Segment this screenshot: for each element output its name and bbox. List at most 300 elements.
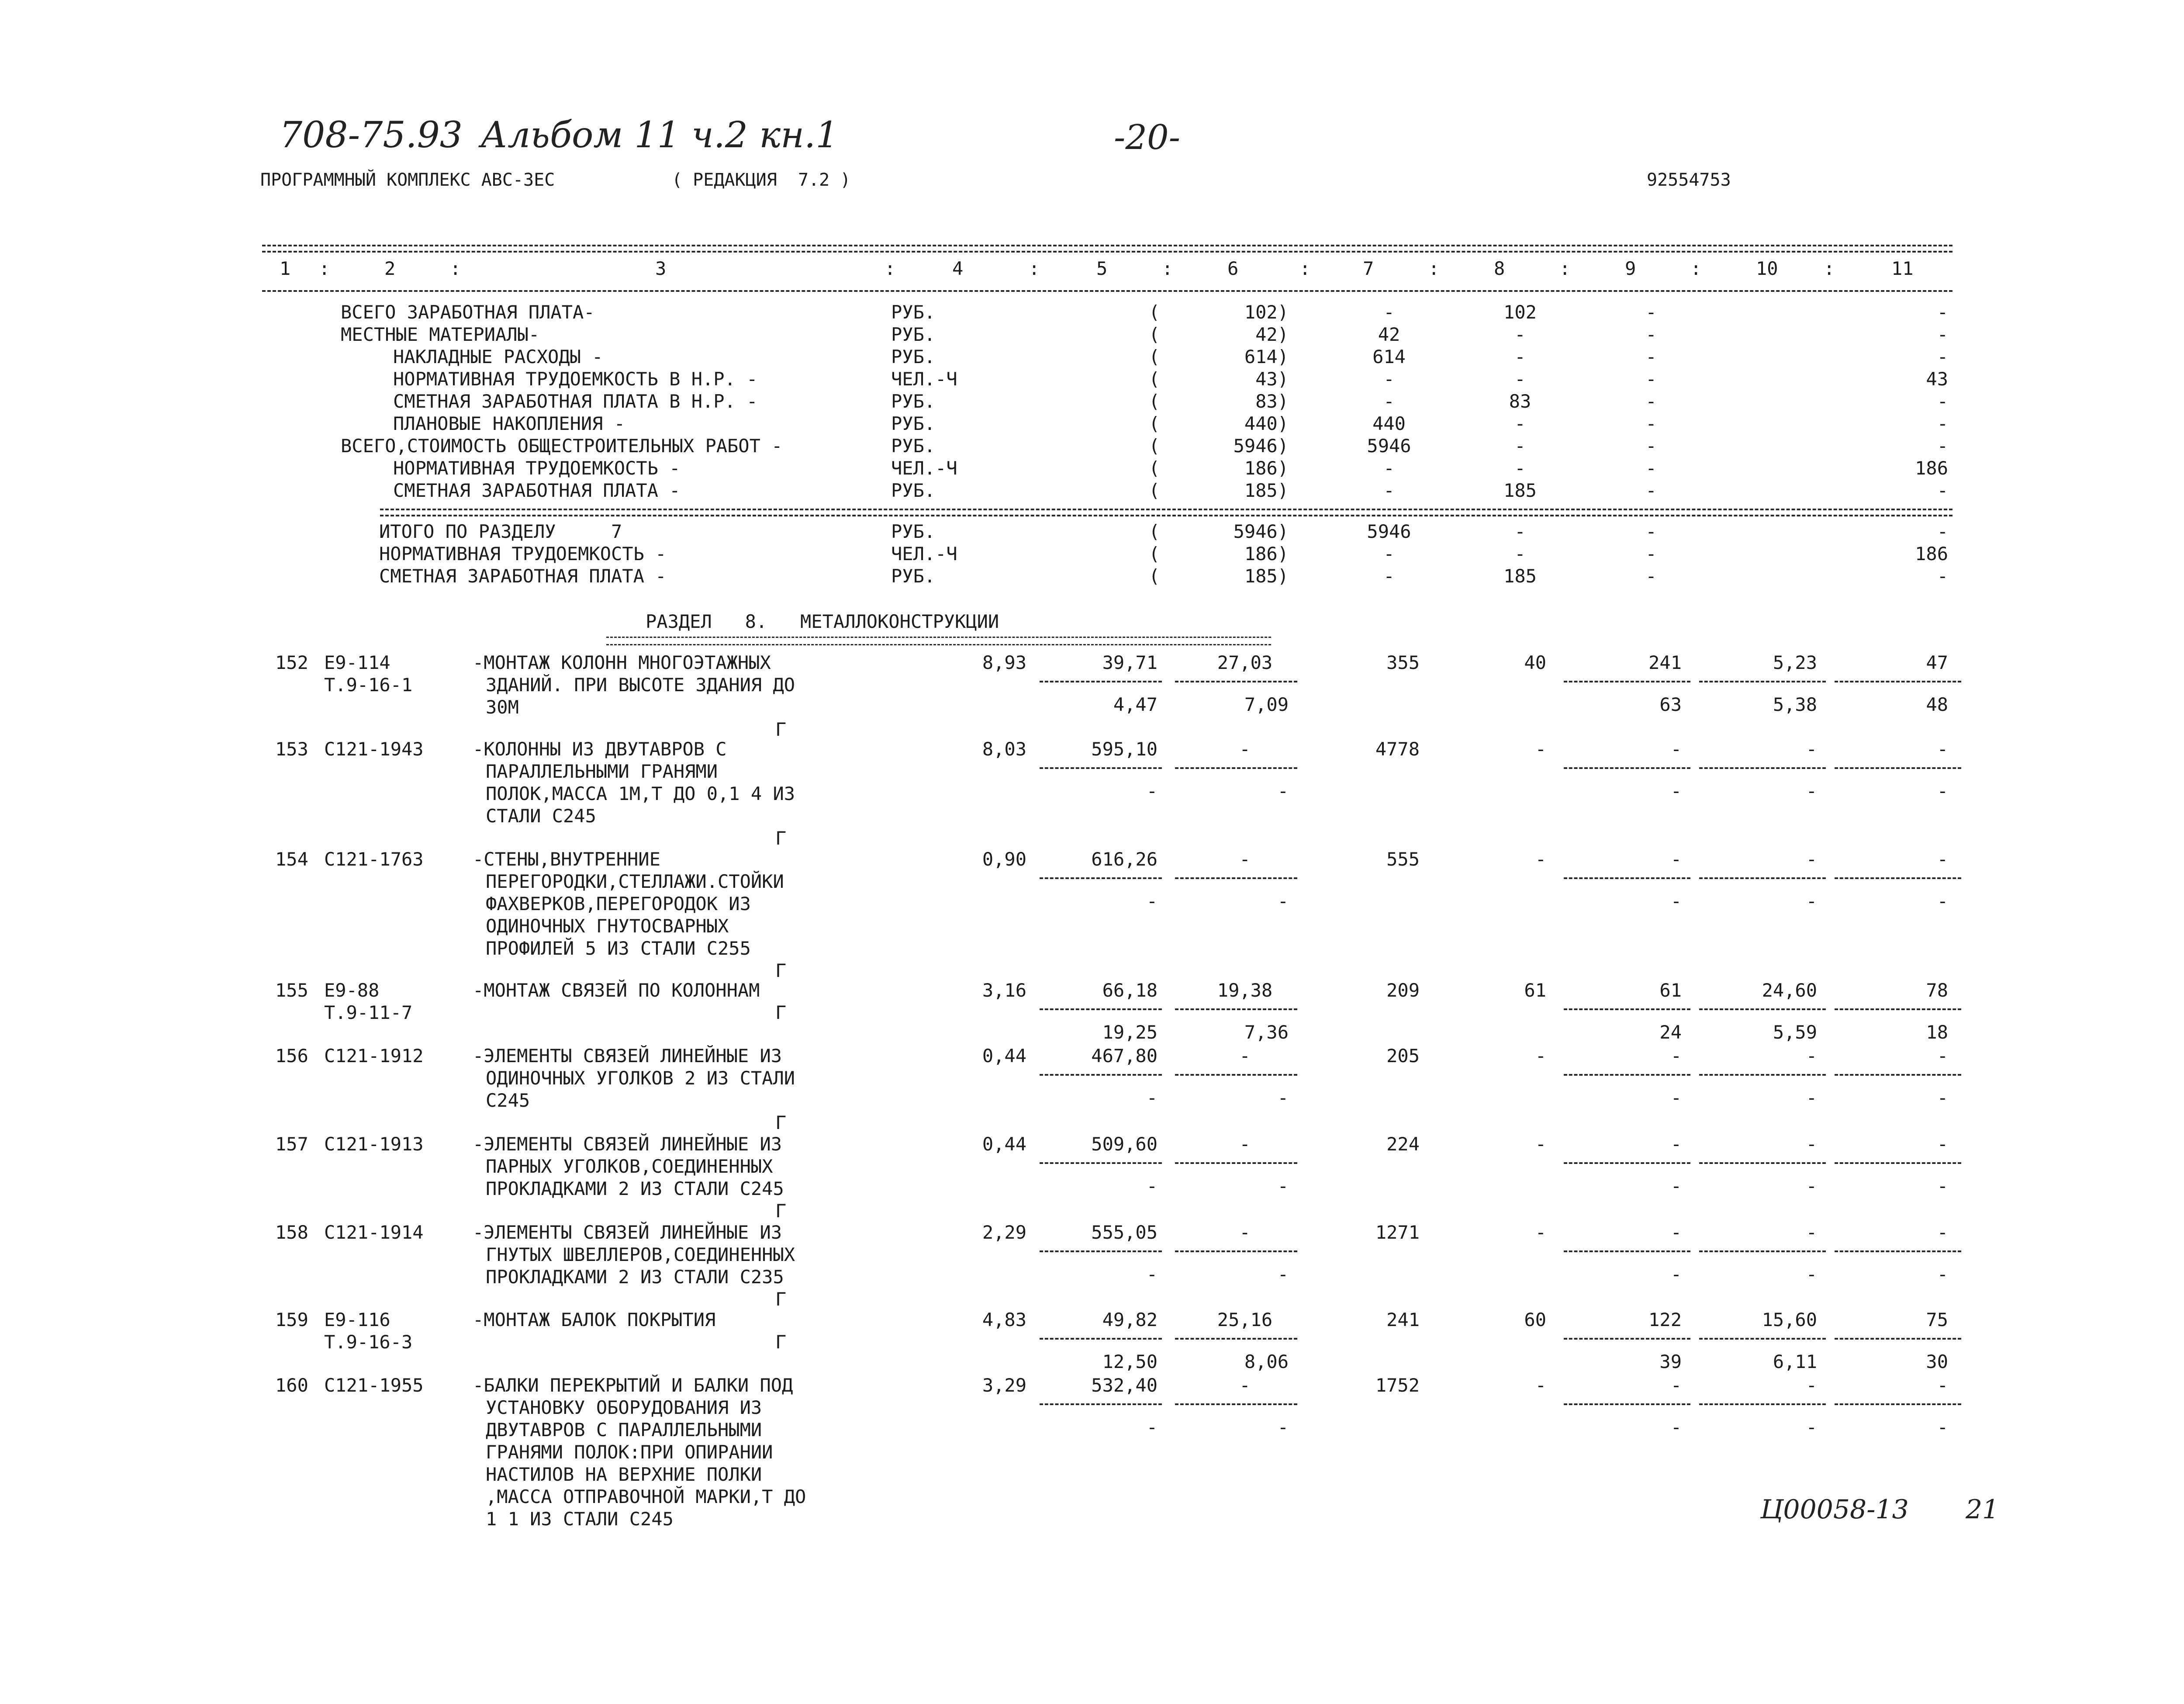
entry-col11-labor: 30 [1926, 1351, 1948, 1372]
entry-number: 156 [275, 1045, 308, 1067]
entry-col7: 241 [1386, 1309, 1420, 1330]
summary-col7: - [1383, 543, 1395, 565]
entry-sep-col6 [1175, 1074, 1297, 1076]
entry-col6-labor: 7,36 [1244, 1022, 1289, 1043]
entry-qty: 3,29 [982, 1375, 1026, 1396]
column-header-3: 3 [655, 258, 667, 279]
entry-qty: 3,16 [982, 980, 1026, 1001]
entry-sep-col6 [1175, 1008, 1297, 1010]
entry-qty: 0,90 [982, 849, 1026, 870]
summary-col11: - [1937, 521, 1948, 542]
summary-label: СМЕТНАЯ ЗАРАБОТНАЯ ПЛАТА - [393, 480, 681, 501]
entry-sep-col11 [1835, 1008, 1961, 1010]
summary-paren: ( [1149, 457, 1160, 479]
summary-label: МЕСТНЫЕ МАТЕРИАЛЫ- [341, 324, 540, 345]
handwritten-sheet: 21 [1966, 1494, 1999, 1525]
summary-col6: 186) [1244, 543, 1289, 565]
summary-col8: 185 [1503, 565, 1537, 587]
entry-col8: - [1535, 1222, 1546, 1243]
summary-col6: 83) [1255, 391, 1289, 412]
entry-description: СТАЛИ С245 [486, 805, 596, 827]
entry-col11: - [1937, 1045, 1948, 1067]
summary-col9: - [1645, 368, 1657, 390]
summary-col9: - [1645, 521, 1657, 542]
entry-col11: - [1937, 1222, 1948, 1243]
entry-code: Т.9-11-7 [324, 1002, 413, 1023]
entry-sep-col11 [1835, 1338, 1961, 1340]
column-separator: : [1824, 258, 1835, 279]
summary-col8: - [1514, 413, 1526, 434]
entry-col5-labor: - [1146, 1417, 1158, 1438]
entry-col6-labor: - [1277, 1175, 1289, 1197]
entry-col10: - [1806, 1045, 1817, 1067]
summary-label: НОРМАТИВНАЯ ТРУДОЕМКОСТЬ - [379, 543, 667, 565]
summary-col6: 42) [1255, 324, 1289, 345]
entry-sep-col6 [1175, 1162, 1297, 1164]
summary-col11: - [1937, 391, 1948, 412]
entry-col10-labor: - [1806, 780, 1817, 802]
entry-col5: 532,40 [1091, 1375, 1158, 1396]
entry-description: ОДИНОЧНЫХ ГНУТОСВАРНЫХ [486, 915, 729, 937]
summary-unit: РУБ. [891, 346, 936, 367]
entry-marker-g: Г [775, 1200, 787, 1222]
entry-col5-labor: 12,50 [1102, 1351, 1158, 1372]
summary-label: ИТОГО ПО РАЗДЕЛУ 7 [379, 521, 622, 542]
summary-unit: РУБ. [891, 435, 936, 457]
entry-description: -ЭЛЕМЕНТЫ СВЯЗЕЙ ЛИНЕЙНЫЕ ИЗ [473, 1045, 782, 1067]
entry-number: 152 [275, 652, 308, 673]
summary-col11: 186 [1915, 457, 1948, 479]
summary-col7: - [1383, 368, 1395, 390]
summary-label: ВСЕГО ЗАРАБОТНАЯ ПЛАТА- [341, 301, 595, 323]
column-separator: : [1162, 258, 1173, 279]
entry-col10: - [1806, 849, 1817, 870]
entry-number: 159 [275, 1309, 308, 1330]
entry-sep-col11 [1835, 1250, 1961, 1252]
entry-col11-labor: 18 [1926, 1022, 1948, 1043]
summary-col9: - [1645, 324, 1657, 345]
summary-col11: - [1937, 346, 1948, 367]
entry-col9: 61 [1659, 980, 1682, 1001]
entry-code: С121-1955 [324, 1375, 424, 1396]
summary-unit: ЧЕЛ.-Ч [891, 457, 957, 479]
entry-code: С121-1912 [324, 1045, 424, 1067]
column-header-4: 4 [952, 258, 964, 279]
entry-col11: 75 [1926, 1309, 1948, 1330]
entry-col5: 467,80 [1091, 1045, 1158, 1067]
entry-col6: - [1239, 1045, 1251, 1067]
entry-description: ЗДАНИЙ. ПРИ ВЫСОТЕ ЗДАНИЯ ДО [486, 674, 795, 696]
entry-col5-labor: - [1146, 1175, 1158, 1197]
entry-qty: 2,29 [982, 1222, 1026, 1243]
entry-description: ОДИНОЧНЫХ УГОЛКОВ 2 ИЗ СТАЛИ [486, 1067, 795, 1089]
entry-qty: 8,03 [982, 738, 1026, 760]
handwritten-doc-code: 708-75.93 [280, 114, 463, 156]
entry-col9-labor: 63 [1659, 694, 1682, 715]
entry-sep-col9 [1564, 1338, 1690, 1340]
summary-paren: ( [1149, 521, 1160, 542]
entry-col10-labor: - [1806, 1087, 1817, 1108]
entry-col5-labor: 4,47 [1113, 694, 1158, 715]
entry-col11: 78 [1926, 980, 1948, 1001]
entry-description: 30М [486, 696, 519, 718]
entry-col6: 19,38 [1217, 980, 1273, 1001]
entry-col11-labor: - [1937, 1264, 1948, 1285]
summary-col7: - [1383, 301, 1395, 323]
entry-col6: 27,03 [1217, 652, 1273, 673]
entry-qty: 4,83 [982, 1309, 1026, 1330]
entry-col5: 509,60 [1091, 1133, 1158, 1155]
entry-col10-labor: 5,59 [1773, 1022, 1817, 1043]
entry-sep-col9 [1564, 1162, 1690, 1164]
entry-col6-labor: - [1277, 780, 1289, 802]
entry-sep-col5 [1040, 767, 1162, 769]
entry-col7: 224 [1386, 1133, 1420, 1155]
entry-marker-g: Г [775, 828, 787, 849]
handwritten-stamp: Ц00058-13 [1760, 1494, 1909, 1525]
entry-qty: 0,44 [982, 1045, 1026, 1067]
summary-col9: - [1645, 565, 1657, 587]
summary-col7: 614 [1372, 346, 1406, 367]
entry-col11: 47 [1926, 652, 1948, 673]
entry-description: -ЭЛЕМЕНТЫ СВЯЗЕЙ ЛИНЕЙНЫЕ ИЗ [473, 1222, 782, 1243]
entry-sep-col6 [1175, 1338, 1297, 1340]
entry-col7: 1271 [1375, 1222, 1420, 1243]
entry-qty: 0,44 [982, 1133, 1026, 1155]
entry-col5-labor: - [1146, 890, 1158, 912]
summary-label: НАКЛАДНЫЕ РАСХОДЫ - [393, 346, 603, 367]
entry-col10: 24,60 [1762, 980, 1817, 1001]
entry-sep-col9 [1564, 1074, 1690, 1076]
entry-col5: 66,18 [1102, 980, 1158, 1001]
entry-sep-col10 [1699, 1338, 1826, 1340]
entry-col11-labor: 48 [1926, 694, 1948, 715]
entry-col8: - [1535, 738, 1546, 760]
summary-col11: - [1937, 480, 1948, 501]
entry-col11: - [1937, 1133, 1948, 1155]
entry-sep-col5 [1040, 1008, 1162, 1010]
summary-col7: 5946 [1367, 435, 1411, 457]
column-header-8: 8 [1494, 258, 1505, 279]
entry-sep-col9 [1564, 681, 1690, 682]
entry-col9-labor: 39 [1659, 1351, 1682, 1372]
entry-sep-col5 [1040, 1403, 1162, 1405]
column-separator: : [1690, 258, 1702, 279]
entry-sep-col6 [1175, 681, 1297, 682]
column-header-10: 10 [1756, 258, 1778, 279]
entry-number: 160 [275, 1375, 308, 1396]
entry-col7: 1752 [1375, 1375, 1420, 1396]
entry-sep-col9 [1564, 1250, 1690, 1252]
summary-col8: - [1514, 435, 1526, 457]
entry-description: ,МАССА ОТПРАВОЧНОЙ МАРКИ,Т ДО [486, 1486, 806, 1507]
entry-description: С245 [486, 1090, 530, 1111]
section8-underline [606, 637, 1271, 645]
entry-col11-labor: - [1937, 1175, 1948, 1197]
summary-col6: 43) [1255, 368, 1289, 390]
entry-col9-labor: - [1670, 1264, 1682, 1285]
summary-label: ВСЕГО,СТОИМОСТЬ ОБЩЕСТРОИТЕЛЬНЫХ РАБОТ - [341, 435, 783, 457]
summary-col8: - [1514, 346, 1526, 367]
entry-description: ГРАНЯМИ ПОЛОК:ПРИ ОПИРАНИИ [486, 1441, 773, 1463]
entry-col11: - [1937, 1375, 1948, 1396]
column-separator: : [1299, 258, 1311, 279]
column-separator: : [885, 258, 896, 279]
column-header-1: 1 [280, 258, 291, 279]
entry-description: ПАРАЛЛЕЛЬНЫМИ ГРАНЯМИ [486, 761, 718, 782]
entry-sep-col10 [1699, 877, 1826, 879]
entry-col11: - [1937, 738, 1948, 760]
entry-col7: 205 [1386, 1045, 1420, 1067]
entry-col9-labor: - [1670, 890, 1682, 912]
summary-col11: - [1937, 565, 1948, 587]
summary-col6: 5946) [1233, 435, 1289, 457]
summary-col7: 42 [1378, 324, 1400, 345]
entry-marker-g: Г [775, 1331, 787, 1353]
summary-paren: ( [1149, 480, 1160, 501]
entry-col6: - [1239, 1133, 1251, 1155]
entry-description: -СТЕНЫ,ВНУТРЕННИЕ [473, 849, 660, 870]
entry-number: 157 [275, 1133, 308, 1155]
entry-description: -ЭЛЕМЕНТЫ СВЯЗЕЙ ЛИНЕЙНЫЕ ИЗ [473, 1133, 782, 1155]
entry-col10: 5,23 [1773, 652, 1817, 673]
entry-description: ПАРНЫХ УГОЛКОВ,СОЕДИНЕННЫХ [486, 1156, 773, 1177]
entry-description: -КОЛОННЫ ИЗ ДВУТАВРОВ С [473, 738, 727, 760]
entry-sep-col11 [1835, 1162, 1961, 1164]
entry-col5: 49,82 [1102, 1309, 1158, 1330]
summary-unit: РУБ. [891, 480, 936, 501]
summary-col8: - [1514, 521, 1526, 542]
entry-code: Е9-114 [324, 652, 390, 673]
entry-sep-col10 [1699, 1008, 1826, 1010]
entry-code: С121-1914 [324, 1222, 424, 1243]
entry-col6: - [1239, 1222, 1251, 1243]
summary-col8: 102 [1503, 301, 1537, 323]
entry-col9: - [1670, 1045, 1682, 1067]
entry-code: Т.9-16-3 [324, 1331, 413, 1353]
summary-col9: - [1645, 413, 1657, 434]
entry-col11: - [1937, 849, 1948, 870]
summary-paren: ( [1149, 413, 1160, 434]
summary-col7: - [1383, 480, 1395, 501]
summary-col11: - [1937, 301, 1948, 323]
entry-col9-labor: - [1670, 1175, 1682, 1197]
entry-col9: - [1670, 1222, 1682, 1243]
entry-description: ДВУТАВРОВ С ПАРАЛЛЕЛЬНЫМИ [486, 1419, 762, 1441]
entry-number: 155 [275, 980, 308, 1001]
entry-col11-labor: - [1937, 1087, 1948, 1108]
entry-description: 1 1 ИЗ СТАЛИ С245 [486, 1508, 674, 1530]
summary-label: НОРМАТИВНАЯ ТРУДОЕМКОСТЬ - [393, 457, 681, 479]
entry-code: С121-1943 [324, 738, 424, 760]
summary-col11: - [1937, 324, 1948, 345]
entry-col9-labor: - [1670, 1087, 1682, 1108]
entry-code: С121-1913 [324, 1133, 424, 1155]
entry-col5: 616,26 [1091, 849, 1158, 870]
entry-sep-col6 [1175, 1403, 1297, 1405]
entry-sep-col5 [1040, 1338, 1162, 1340]
summary-col7: - [1383, 457, 1395, 479]
entry-sep-col5 [1040, 877, 1162, 879]
entry-col5: 39,71 [1102, 652, 1158, 673]
entry-col8: - [1535, 1045, 1546, 1067]
column-separator: : [1428, 258, 1440, 279]
summary-col9: - [1645, 543, 1657, 565]
entry-col6-labor: - [1277, 1417, 1289, 1438]
entry-col5: 555,05 [1091, 1222, 1158, 1243]
entry-col6-labor: 8,06 [1244, 1351, 1289, 1372]
entry-col8: 61 [1524, 980, 1546, 1001]
entry-sep-col9 [1564, 767, 1690, 769]
summary-col7: 5946 [1367, 521, 1411, 542]
column-separator: : [319, 258, 330, 279]
summary-col9: - [1645, 391, 1657, 412]
entry-col10: 15,60 [1762, 1309, 1817, 1330]
entry-description: ПРОКЛАДКАМИ 2 ИЗ СТАЛИ С245 [486, 1178, 784, 1199]
column-header-2: 2 [384, 258, 396, 279]
entry-description: -МОНТАЖ КОЛОНН МНОГОЭТАЖНЫХ [473, 652, 771, 673]
entry-marker-g: Г [775, 719, 787, 740]
entry-col5: 595,10 [1091, 738, 1158, 760]
entry-col6-labor: - [1277, 1087, 1289, 1108]
entry-col11-labor: - [1937, 780, 1948, 802]
summary-col11: - [1937, 413, 1948, 434]
summary-unit: РУБ. [891, 413, 936, 434]
column-header-11: 11 [1891, 258, 1914, 279]
entry-col9: 122 [1648, 1309, 1682, 1330]
entry-sep-col5 [1040, 681, 1162, 682]
column-separator: : [1559, 258, 1571, 279]
summary-col6: 185) [1244, 565, 1289, 587]
summary-col9: - [1645, 457, 1657, 479]
summary-paren: ( [1149, 565, 1160, 587]
section8-title: РАЗДЕЛ 8. МЕТАЛЛОКОНСТРУКЦИИ [646, 611, 999, 632]
summary-col6: 102) [1244, 301, 1289, 323]
program-edition: ( РЕДАКЦИЯ 7.2 ) [672, 170, 851, 190]
entry-sep-col11 [1835, 767, 1961, 769]
entry-qty: 8,93 [982, 652, 1026, 673]
entry-marker-g: Г [775, 1002, 787, 1023]
entry-description: НАСТИЛОВ НА ВЕРХНИЕ ПОЛКИ [486, 1464, 762, 1485]
header-rule-bottom [262, 290, 1952, 292]
entry-col7: 555 [1386, 849, 1420, 870]
entry-col8: - [1535, 1375, 1546, 1396]
entry-sep-col9 [1564, 1403, 1690, 1405]
totals-rule2 [380, 515, 1952, 516]
document-number: 92554753 [1647, 170, 1731, 190]
entry-col9-labor: - [1670, 1417, 1682, 1438]
entry-col5-labor: - [1146, 1087, 1158, 1108]
entry-number: 154 [275, 849, 308, 870]
header-rule-top [262, 245, 1952, 246]
entry-col6-labor: 7,09 [1244, 694, 1289, 715]
entry-sep-col11 [1835, 681, 1961, 682]
entry-col10-labor: - [1806, 890, 1817, 912]
entry-col6: - [1239, 738, 1251, 760]
entry-number: 158 [275, 1222, 308, 1243]
column-separator: : [1029, 258, 1040, 279]
header-rule-top2 [262, 251, 1952, 253]
entry-sep-col5 [1040, 1162, 1162, 1164]
summary-col6: 440) [1244, 413, 1289, 434]
entry-description: -МОНТАЖ СВЯЗЕЙ ПО КОЛОННАМ [473, 980, 760, 1001]
summary-col8: 185 [1503, 480, 1537, 501]
entry-col7: 355 [1386, 652, 1420, 673]
entry-sep-col6 [1175, 767, 1297, 769]
entry-description: УСТАНОВКУ ОБОРУДОВАНИЯ ИЗ [486, 1397, 762, 1418]
entry-code: С121-1763 [324, 849, 424, 870]
summary-col7: 440 [1372, 413, 1406, 434]
entry-col8: 40 [1524, 652, 1546, 673]
entry-sep-col10 [1699, 767, 1826, 769]
entry-sep-col10 [1699, 681, 1826, 682]
entry-col7: 4778 [1375, 738, 1420, 760]
summary-label: ПЛАНОВЫЕ НАКОПЛЕНИЯ - [393, 413, 625, 434]
summary-col7: - [1383, 391, 1395, 412]
summary-paren: ( [1149, 324, 1160, 345]
entry-col9: - [1670, 1375, 1682, 1396]
column-header-9: 9 [1625, 258, 1636, 279]
entry-description: ПРОКЛАДКАМИ 2 ИЗ СТАЛИ С235 [486, 1266, 784, 1288]
entry-col9-labor: - [1670, 780, 1682, 802]
entry-sep-col10 [1699, 1162, 1826, 1164]
summary-col6: 5946) [1233, 521, 1289, 542]
entry-col9: - [1670, 738, 1682, 760]
column-header-6: 6 [1227, 258, 1239, 279]
summary-col6: 614) [1244, 346, 1289, 367]
entry-description: ГНУТЫХ ШВЕЛЛЕРОВ,СОЕДИНЕННЫХ [486, 1244, 795, 1265]
entry-col8: - [1535, 1133, 1546, 1155]
summary-col6: 186) [1244, 457, 1289, 479]
entry-sep-col10 [1699, 1250, 1826, 1252]
column-separator: : [450, 258, 461, 279]
summary-unit: ЧЕЛ.-Ч [891, 368, 957, 390]
entry-col5-labor: - [1146, 1264, 1158, 1285]
entry-col10-labor: - [1806, 1417, 1817, 1438]
summary-col8: 83 [1509, 391, 1531, 412]
entry-col10: - [1806, 738, 1817, 760]
entry-code: Е9-116 [324, 1309, 390, 1330]
entry-col10-labor: 5,38 [1773, 694, 1817, 715]
entry-marker-g: Г [775, 1288, 787, 1310]
entry-sep-col11 [1835, 1074, 1961, 1076]
column-header-5: 5 [1096, 258, 1108, 279]
entry-col10-labor: 6,11 [1773, 1351, 1817, 1372]
entry-col5-labor: - [1146, 780, 1158, 802]
entry-code: Т.9-16-1 [324, 674, 413, 696]
summary-paren: ( [1149, 391, 1160, 412]
summary-col7: - [1383, 565, 1395, 587]
summary-label: НОРМАТИВНАЯ ТРУДОЕМКОСТЬ В Н.Р. - [393, 368, 758, 390]
summary-col6: 185) [1244, 480, 1289, 501]
summary-col8: - [1514, 457, 1526, 479]
entry-col9: - [1670, 1133, 1682, 1155]
column-header-7: 7 [1363, 258, 1374, 279]
summary-col9: - [1645, 301, 1657, 323]
summary-col11: - [1937, 435, 1948, 457]
entry-col5-labor: 19,25 [1102, 1022, 1158, 1043]
entry-col9-labor: 24 [1659, 1022, 1682, 1043]
entry-col10-labor: - [1806, 1175, 1817, 1197]
summary-unit: ЧЕЛ.-Ч [891, 543, 957, 565]
entry-description: -МОНТАЖ БАЛОК ПОКРЫТИЯ [473, 1309, 716, 1330]
summary-col8: - [1514, 368, 1526, 390]
entry-description: ПРОФИЛЕЙ 5 ИЗ СТАЛИ С255 [486, 938, 751, 959]
entry-marker-g: Г [775, 960, 787, 981]
summary-paren: ( [1149, 301, 1160, 323]
entry-marker-g: Г [775, 1112, 787, 1133]
entry-col10-labor: - [1806, 1264, 1817, 1285]
